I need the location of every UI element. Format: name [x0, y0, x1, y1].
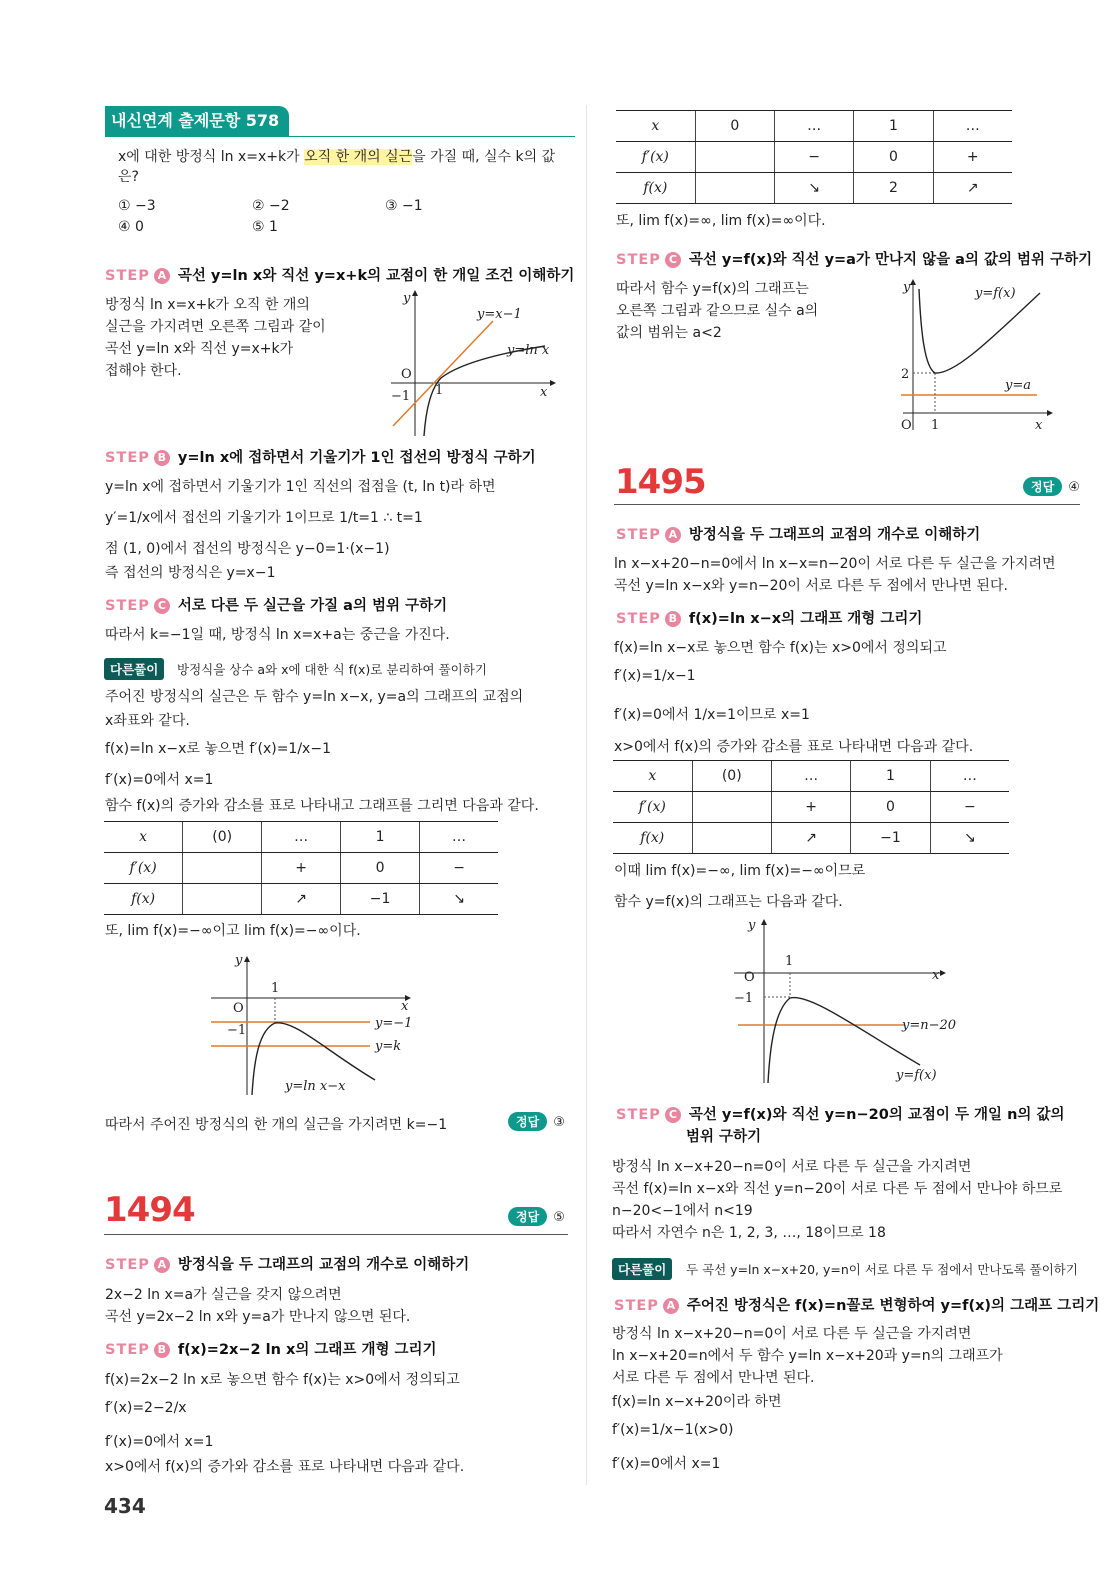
- step-c-heading: STEP C 서로 다른 두 실근을 가질 a의 범위 구하기: [105, 598, 448, 614]
- table-cell: …: [262, 822, 341, 853]
- choice-3: ③ −1: [385, 198, 423, 214]
- step-b-line: y=ln x에 접하면서 기울기가 1인 직선의 접점을 (t, ln t)라 하면: [105, 479, 496, 495]
- table-cell: ↘: [420, 884, 498, 915]
- table-cell: x: [104, 822, 183, 853]
- table-cell: −: [420, 853, 498, 884]
- table-row: [616, 142, 1012, 173]
- svg-text:y=ln x: y=ln x: [507, 343, 550, 358]
- step-a-heading: STEP A 방정식을 두 그래프의 교점의 개수로 이해하기: [105, 1257, 470, 1273]
- step-line: f′(x)=1/x−1: [614, 668, 696, 684]
- table-cell: f′(x): [613, 792, 692, 823]
- step-c-line: 따라서 k=−1일 때, 방정식 ln x=x+a는 중근을 가진다.: [105, 627, 450, 643]
- table-cell: [183, 884, 262, 915]
- alt-line: f(x)=ln x−x로 놓으면 f′(x)=1/x−1: [105, 741, 331, 757]
- svg-text:y: y: [403, 291, 411, 306]
- step-line: n−20<−1에서 n<19: [612, 1203, 753, 1219]
- step-b-heading: STEP B y=ln x에 접하면서 기울기가 1인 접선의 방정식 구하기: [105, 450, 536, 466]
- table-cell: f′(x): [616, 142, 695, 173]
- alt-solution-title: 두 곡선 y=ln x−x+20, y=n이 서로 다른 두 점에서 만나도록 풀이하기: [686, 1262, 1078, 1277]
- highlighted-phrase: 오직 한 개의 실근: [304, 149, 413, 165]
- table-cell: +: [262, 853, 341, 884]
- table-cell: 2: [854, 173, 933, 204]
- table-cell: −: [930, 792, 1009, 823]
- step-a-heading: STEP A 곡선 y=ln x와 직선 y=x+k의 교점이 한 개일 조건 이해하기: [105, 268, 575, 284]
- step-line: ln x−x+20−n=0에서 ln x−x=n−20이 서로 다른 두 실근을 가지려면: [614, 556, 1056, 572]
- table-row: [104, 853, 498, 884]
- step-a-badge: A: [154, 268, 170, 284]
- svg-text:y=n−20: y=n−20: [902, 1018, 957, 1033]
- table-cell: 0: [854, 142, 933, 173]
- table-cell: (0): [692, 761, 771, 792]
- svg-text:−1: −1: [734, 991, 754, 1006]
- step-line: 곡선 f(x)=ln x−x와 직선 y=n−20이 서로 다른 두 점에서 만나야 하므로: [612, 1181, 1063, 1197]
- svg-text:y=x−1: y=x−1: [477, 307, 522, 322]
- step-line: ln x−x+20=n에서 두 함수 y=ln x−x+20과 y=n의 그래프가: [612, 1348, 1003, 1364]
- step-line: x>0에서 f(x)의 증가와 감소를 표로 나타내면 다음과 같다.: [105, 1459, 465, 1475]
- table-cell: [692, 792, 771, 823]
- table-cell: …: [933, 111, 1012, 142]
- svg-text:y=k: y=k: [375, 1039, 402, 1054]
- step-b-heading: STEP B f(x)=2x−2 ln x의 그래프 개형 그리기: [105, 1342, 437, 1358]
- alt-step-a-heading: STEP A 주어진 방정식은 f(x)=n꼴로 변형하여 y=f(x)의 그래프 그리기: [614, 1298, 1100, 1314]
- problem-number-1495: 1495: [615, 462, 706, 502]
- step-b-badge: B: [154, 450, 170, 466]
- svg-text:−1: −1: [391, 389, 411, 404]
- table-cell: [183, 853, 262, 884]
- step-c-heading: STEP C 곡선 y=f(x)와 직선 y=n−20의 교점이 두 개일 n의 값의: [616, 1107, 1065, 1123]
- svg-text:x: x: [932, 968, 940, 983]
- step-a-line: 방정식 ln x=x+k가 오직 한 개의: [105, 297, 310, 313]
- table-row: [616, 173, 1012, 204]
- svg-text:y=−1: y=−1: [375, 1016, 413, 1031]
- problem-number-1494: 1494: [104, 1190, 195, 1230]
- table-cell: −1: [851, 823, 930, 854]
- svg-text:1: 1: [785, 954, 794, 969]
- step-line: f′(x)=0에서 x=1: [612, 1456, 721, 1472]
- variation-table-top: [616, 110, 1012, 204]
- table-cell: 1: [854, 111, 933, 142]
- step-line: 방정식 ln x−x+20−n=0이 서로 다른 두 실근을 가지려면: [612, 1326, 972, 1342]
- svg-text:y: y: [748, 918, 756, 933]
- choice-2: ② −2: [252, 198, 290, 214]
- step-line: 방정식 ln x−x+20−n=0이 서로 다른 두 실근을 가지려면: [612, 1159, 972, 1175]
- table-cell: +: [933, 142, 1012, 173]
- step-line: 따라서 함수 y=f(x)의 그래프는: [616, 281, 809, 297]
- alt-line: x좌표와 같다.: [105, 713, 190, 729]
- alt-solution-tag: 다른풀이: [104, 658, 164, 680]
- alt-line: 주어진 방정식의 실근은 두 함수 y=ln x−x, y=a의 그래프의 교점의: [105, 689, 524, 705]
- table-row: [104, 822, 498, 853]
- choice-4: ④ 0: [118, 219, 144, 235]
- alt-line: f′(x)=0에서 x=1: [105, 772, 214, 788]
- page-number: 434: [104, 1494, 146, 1518]
- step-c-heading-cont: 범위 구하기: [686, 1129, 762, 1145]
- step-line: 값의 범위는 a<2: [616, 325, 722, 341]
- header-label: 내신연계 출제문항 578: [105, 106, 289, 136]
- answer-badge: 정답 ④: [1023, 477, 1080, 496]
- step-line: f(x)=2x−2 ln x로 놓으면 함수 f(x)는 x>0에서 정의되고: [105, 1372, 460, 1388]
- alt-solution-title: 방정식을 상수 a와 x에 대한 식 f(x)로 분리하여 풀이하기: [177, 662, 487, 677]
- svg-text:y=a: y=a: [1005, 378, 1031, 393]
- svg-text:−1: −1: [227, 1023, 247, 1038]
- table-cell: 1: [851, 761, 930, 792]
- variation-table-1: [104, 821, 498, 915]
- table-cell: …: [771, 761, 850, 792]
- graph-2x-minus-2lnx: [895, 275, 1065, 435]
- svg-text:y: y: [235, 953, 243, 968]
- step-b-line: 즉 접선의 방정식은 y=x−1: [105, 565, 276, 581]
- svg-text:1: 1: [435, 383, 444, 398]
- column-divider: [586, 105, 587, 1485]
- variation-table-2: [613, 760, 1009, 854]
- divider: [614, 504, 1080, 505]
- table-cell: f(x): [613, 823, 692, 854]
- table-cell: 1: [341, 822, 420, 853]
- step-b-line: y′=1/x에서 접선의 기울기가 1이므로 1/t=1 ∴ t=1: [105, 510, 423, 526]
- table-cell: 0: [341, 853, 420, 884]
- table-cell: …: [420, 822, 498, 853]
- alt-solution-tag: 다른풀이: [612, 1258, 672, 1280]
- step-a-line: 곡선 y=ln x와 직선 y=x+k가: [105, 341, 294, 357]
- step-a-line: 접해야 한다.: [105, 363, 182, 379]
- question-line-2: 은?: [118, 169, 139, 185]
- alt-line: 함수 f(x)의 증가와 감소를 표로 나타내고 그래프를 그리면 다음과 같다.: [105, 798, 539, 814]
- table-cell: x: [613, 761, 692, 792]
- svg-text:1: 1: [271, 981, 280, 996]
- choice-5: ⑤ 1: [252, 219, 278, 235]
- step-b-line: 점 (1, 0)에서 접선의 방정식은 y−0=1·(x−1): [105, 541, 390, 557]
- step-line: f′(x)=0에서 1/x=1이므로 x=1: [614, 707, 810, 723]
- table-cell: 0: [695, 111, 774, 142]
- table-cell: …: [774, 111, 853, 142]
- step-c-badge: C: [154, 598, 170, 614]
- answer-badge: 정답 ③: [508, 1112, 565, 1131]
- step-line: 곡선 y=2x−2 ln x와 y=a가 만나지 않으면 된다.: [105, 1309, 411, 1325]
- svg-text:x: x: [540, 385, 548, 400]
- step-line: 서로 다른 두 점에서 만나면 된다.: [612, 1370, 815, 1386]
- table-cell: −: [774, 142, 853, 173]
- divider: [104, 1234, 568, 1235]
- table-cell: [692, 823, 771, 854]
- svg-text:y=ln x−x: y=ln x−x: [285, 1079, 346, 1094]
- step-line: f(x)=ln x−x+20이라 하면: [612, 1394, 782, 1410]
- table-cell: ↘: [774, 173, 853, 204]
- step-line: 오른쪽 그림과 같으므로 실수 a의: [616, 303, 819, 319]
- answer-badge: 정답 ⑤: [508, 1207, 565, 1226]
- svg-text:x: x: [401, 999, 409, 1014]
- svg-text:2: 2: [901, 367, 910, 382]
- table-row: [613, 761, 1009, 792]
- step-line: f′(x)=0에서 x=1: [105, 1434, 214, 1450]
- graph-fx-and-n-minus-20: [730, 915, 980, 1087]
- svg-text:y=f(x): y=f(x): [896, 1068, 937, 1083]
- svg-text:O: O: [901, 418, 912, 433]
- question-line-1: x에 대한 방정식 ln x=x+k가 오직 한 개의 실근을 가질 때, 실수 k의 값: [118, 149, 556, 165]
- svg-text:O: O: [401, 367, 412, 382]
- step-line: 따라서 자연수 n은 1, 2, 3, …, 18이므로 18: [612, 1225, 886, 1241]
- table-cell: 0: [851, 792, 930, 823]
- svg-text:y: y: [903, 280, 911, 295]
- step-line: 곡선 y=ln x−x와 y=n−20이 서로 다른 두 점에서 만나면 된다.: [614, 578, 1008, 594]
- limit-line: 이때 lim f(x)=−∞, lim f(x)=−∞이므로: [614, 863, 866, 879]
- graph-lnx-minus-x: [205, 950, 435, 1098]
- choice-1: ① −3: [118, 198, 156, 214]
- svg-text:O: O: [744, 970, 755, 985]
- step-line: x>0에서 f(x)의 증가와 감소를 표로 나타내면 다음과 같다.: [614, 739, 974, 755]
- table-cell: ↗: [262, 884, 341, 915]
- table-row: [616, 111, 1012, 142]
- table-cell: ↗: [933, 173, 1012, 204]
- table-cell: f(x): [104, 884, 183, 915]
- table-cell: …: [930, 761, 1009, 792]
- table-cell: −1: [341, 884, 420, 915]
- table-cell: +: [771, 792, 850, 823]
- table-cell: [695, 142, 774, 173]
- table-cell: x: [616, 111, 695, 142]
- svg-text:1: 1: [931, 418, 940, 433]
- table-row: [104, 884, 498, 915]
- table-row: [613, 792, 1009, 823]
- limit-line: 함수 y=f(x)의 그래프는 다음과 같다.: [614, 894, 843, 910]
- svg-text:O: O: [233, 1001, 244, 1016]
- step-line: f′(x)=2−2/x: [105, 1400, 187, 1416]
- step-a-heading: STEP A 방정식을 두 그래프의 교점의 개수로 이해하기: [616, 527, 981, 543]
- svg-text:y=f(x): y=f(x): [975, 286, 1016, 301]
- step-line: 2x−2 ln x=a가 실근을 갖지 않으려면: [105, 1287, 342, 1303]
- linked-problem-header: [105, 106, 575, 137]
- conclusion-line: 따라서 주어진 방정식의 한 개의 실근을 가지려면 k=−1: [105, 1117, 448, 1133]
- table-cell: [695, 173, 774, 204]
- table-cell: f′(x): [104, 853, 183, 884]
- table-cell: f(x): [616, 173, 695, 204]
- limit-line: 또, lim f(x)=∞, lim f(x)=∞이다.: [616, 213, 826, 229]
- svg-text:x: x: [1035, 418, 1043, 433]
- limit-line: 또, lim f(x)=−∞이고 lim f(x)=−∞이다.: [105, 923, 361, 939]
- table-row: [613, 823, 1009, 854]
- graph-lnx-tangent: [385, 288, 565, 438]
- table-cell: ↘: [930, 823, 1009, 854]
- step-c-heading: STEP C 곡선 y=f(x)와 직선 y=a가 만나지 않을 a의 값의 범위 구하기: [616, 252, 1093, 268]
- step-line: f′(x)=1/x−1(x>0): [612, 1422, 734, 1438]
- step-line: f(x)=ln x−x로 놓으면 함수 f(x)는 x>0에서 정의되고: [614, 640, 947, 656]
- step-a-line: 실근을 가지려면 오른쪽 그림과 같이: [105, 319, 326, 335]
- table-cell: (0): [183, 822, 262, 853]
- table-cell: ↗: [771, 823, 850, 854]
- step-b-heading: STEP B f(x)=ln x−x의 그래프 개형 그리기: [616, 611, 923, 627]
